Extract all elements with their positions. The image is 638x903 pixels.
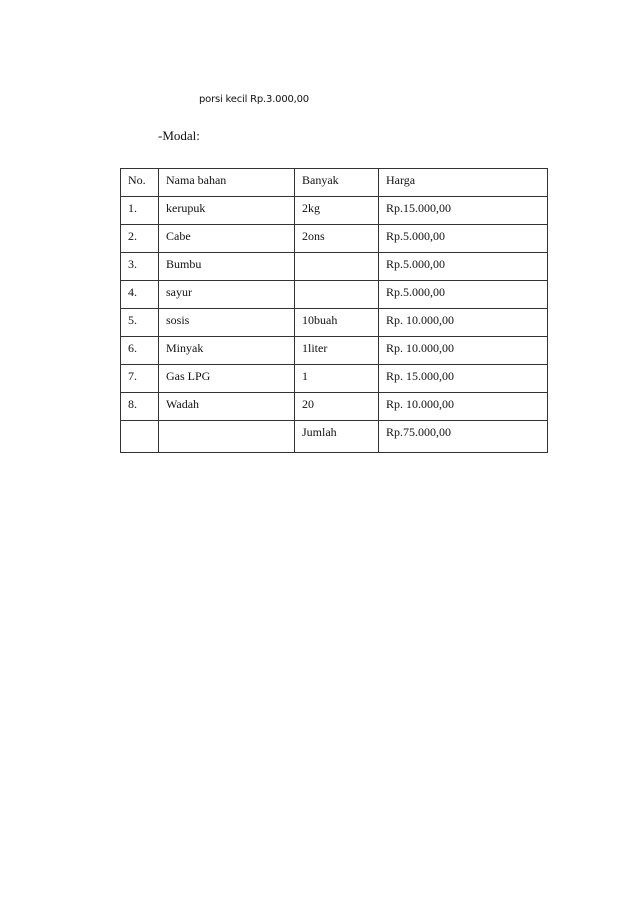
cell-banyak: 20: [295, 393, 379, 421]
table-row: [121, 281, 548, 309]
cell-nama-bahan: Wadah: [159, 393, 295, 421]
cell-no: 2.: [121, 225, 159, 253]
table-total-row: [121, 421, 548, 453]
table-row: [121, 253, 548, 281]
porsi-kecil-text: porsi kecil Rp.3.000,00: [199, 94, 309, 105]
cell-banyak: 10buah: [295, 309, 379, 337]
cell-harga: Rp.5.000,00: [379, 225, 548, 253]
cell-harga: Rp.15.000,00: [379, 197, 548, 225]
cell-banyak: [295, 281, 379, 309]
cell-no: 8.: [121, 393, 159, 421]
cell-banyak: 1: [295, 365, 379, 393]
cell-nama-bahan-empty: [159, 421, 295, 453]
cell-nama-bahan: Cabe: [159, 225, 295, 253]
cell-harga: Rp. 15.000,00: [379, 365, 548, 393]
cell-nama-bahan: Bumbu: [159, 253, 295, 281]
cell-nama-bahan: sayur: [159, 281, 295, 309]
total-label: Jumlah: [295, 421, 379, 453]
modal-table: [120, 168, 548, 453]
table-header-row: [121, 169, 548, 197]
total-value: Rp.75.000,00: [379, 421, 548, 453]
table-row: [121, 393, 548, 421]
header-nama-bahan: Nama bahan: [159, 169, 295, 197]
cell-harga: Rp. 10.000,00: [379, 309, 548, 337]
cell-banyak: 2kg: [295, 197, 379, 225]
cell-no: 4.: [121, 281, 159, 309]
header-banyak: Banyak: [295, 169, 379, 197]
cell-harga: Rp. 10.000,00: [379, 337, 548, 365]
header-no: No.: [121, 169, 159, 197]
table-row: [121, 197, 548, 225]
cell-banyak: 1liter: [295, 337, 379, 365]
cell-nama-bahan: Minyak: [159, 337, 295, 365]
cell-harga: Rp. 10.000,00: [379, 393, 548, 421]
modal-label: -Modal:: [158, 128, 200, 143]
cell-harga: Rp.5.000,00: [379, 281, 548, 309]
table-row: [121, 365, 548, 393]
cell-no: 3.: [121, 253, 159, 281]
cell-nama-bahan: Gas LPG: [159, 365, 295, 393]
table-row: [121, 337, 548, 365]
cell-no: 1.: [121, 197, 159, 225]
header-harga: Harga: [379, 169, 548, 197]
table-row: [121, 225, 548, 253]
cell-nama-bahan: sosis: [159, 309, 295, 337]
cell-no: 6.: [121, 337, 159, 365]
cell-nama-bahan: kerupuk: [159, 197, 295, 225]
cell-no: 7.: [121, 365, 159, 393]
cell-banyak: [295, 253, 379, 281]
table-row: [121, 309, 548, 337]
cell-banyak: 2ons: [295, 225, 379, 253]
cell-no: 5.: [121, 309, 159, 337]
cell-no-empty: [121, 421, 159, 453]
cell-harga: Rp.5.000,00: [379, 253, 548, 281]
